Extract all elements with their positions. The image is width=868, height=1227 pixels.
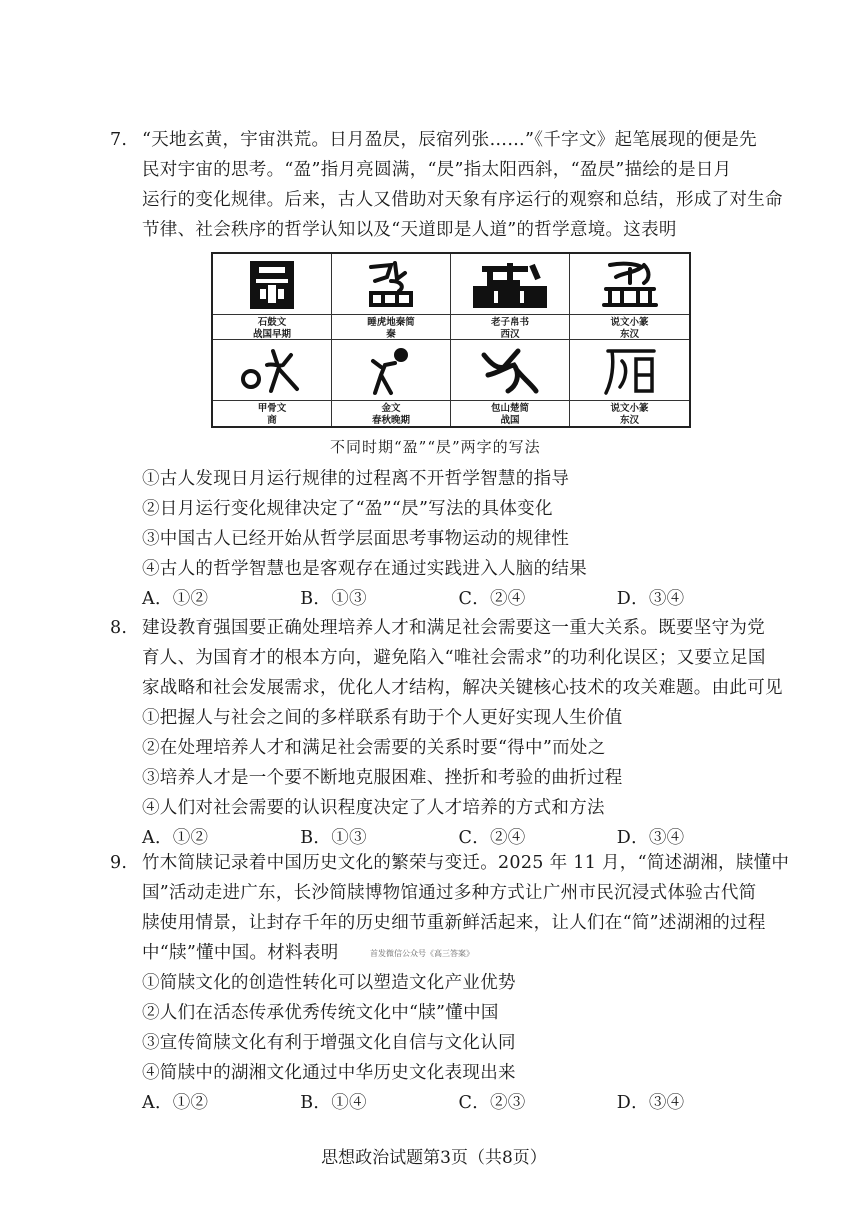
ying-qinjian-glyph bbox=[332, 256, 450, 314]
answer-choices bbox=[110, 1088, 775, 1118]
ying-xiaozhuan-glyph bbox=[570, 256, 689, 314]
glyph-label: 老子帛书 bbox=[490, 317, 529, 328]
question-stem-line: 竹木简牍记录着中国历史文化的繁荣与变迁。2025 年 11 月，“简述湖湘，牍懂中 bbox=[142, 853, 790, 873]
question-number: 9. bbox=[110, 853, 128, 873]
choice-b: B．①④ bbox=[300, 1093, 367, 1113]
figure-cell bbox=[570, 254, 689, 340]
question-stem-line: “天地玄黄，宇宙洪荒。日月盈昃，辰宿列张……”《千字文》起笔展现的便是先 bbox=[142, 130, 757, 150]
question-stem-line: 运行的变化规律。后来，古人又借助对天象有序运行的观察和总结，形成了对生命 bbox=[142, 190, 783, 210]
question-number: 8. bbox=[110, 618, 128, 638]
choice-d: D．③④ bbox=[616, 589, 685, 609]
glyph-figure-table bbox=[211, 252, 691, 428]
question-number: 7. bbox=[110, 130, 128, 150]
option-statement: ③培养人才是一个要不断地克服困难、挫折和考验的曲折过程 bbox=[142, 768, 623, 788]
option-statement: ③宣传简牍文化有利于增强文化自信与文化认同 bbox=[142, 1033, 516, 1053]
option-statement: ①把握人与社会之间的多样联系有助于个人更好实现人生价值 bbox=[142, 708, 623, 728]
choice-a: A．①② bbox=[142, 589, 209, 609]
ze-chujian-glyph bbox=[451, 342, 569, 400]
choice-d: D．③④ bbox=[616, 1093, 685, 1113]
option-statement: ①简牍文化的创造性转化可以塑造文化产业优势 bbox=[142, 973, 516, 993]
answer-choices bbox=[110, 584, 775, 614]
figure-cell bbox=[332, 254, 451, 340]
glyph-label: 睡虎地秦简 bbox=[367, 317, 415, 328]
ze-jiaguwen-glyph bbox=[213, 342, 331, 400]
question-7 bbox=[110, 125, 783, 245]
glyph-period: 春秋晚期 bbox=[371, 415, 410, 426]
choice-b: B．①③ bbox=[300, 828, 367, 848]
ying-shigu-glyph bbox=[213, 256, 331, 314]
question-stem-line: 育人、为国育才的根本方向，避免陷入“唯社会需求”的功利化误区；又要立足国 bbox=[142, 648, 766, 668]
choice-c: C．②④ bbox=[458, 589, 526, 609]
question-stem-line: 家战略和社会发展需求，优化人才结构，解决关键核心技术的攻关难题。由此可见 bbox=[142, 678, 783, 698]
ying-boshu-glyph bbox=[451, 256, 569, 314]
question-stem-line: 节律、社会秩序的哲学认知以及“天道即是人道”的哲学意境。这表明 bbox=[142, 220, 677, 240]
glyph-period: 战国 bbox=[500, 415, 520, 426]
question-stem-line: 国”活动走进广东，长沙简牍博物馆通过多种方式让广州市民沉浸式体验古代简 bbox=[142, 883, 757, 903]
choice-b: B．①③ bbox=[300, 589, 367, 609]
question-8 bbox=[110, 613, 783, 853]
option-statement: ②人们在活态传承优秀传统文化中“牍”懂中国 bbox=[142, 1003, 499, 1023]
question-7-options bbox=[110, 464, 775, 614]
glyph-label: 说文小篆 bbox=[610, 317, 649, 328]
choice-a: A．①② bbox=[142, 828, 209, 848]
question-stem-line: 民对宇宙的思考。“盈”指月亮圆满，“昃”指太阳西斜，“盈昃”描绘的是日月 bbox=[142, 160, 732, 180]
glyph-period: 商 bbox=[267, 415, 277, 426]
glyph-label: 石鼓文 bbox=[257, 317, 287, 328]
figure-cell bbox=[451, 340, 570, 426]
page-footer: 思想政治试题第3页（共8页） bbox=[321, 1148, 547, 1168]
figure-cell bbox=[213, 340, 332, 426]
glyph-label: 包山楚简 bbox=[490, 403, 529, 414]
choice-d: D．③④ bbox=[616, 828, 685, 848]
figure-cell bbox=[570, 340, 689, 426]
choice-c: C．②④ bbox=[458, 828, 526, 848]
figure-cell bbox=[332, 340, 451, 426]
question-stem-line: 牍使用情景，让封存千年的历史细节重新鲜活起来，让人们在“简”述湖湘的过程 bbox=[142, 913, 766, 933]
option-statement: ④简牍中的湖湘文化通过中华历史文化表现出来 bbox=[142, 1063, 516, 1083]
option-statement: ②在处理培养人才和满足社会需要的关系时要“得中”而处之 bbox=[142, 738, 606, 758]
figure-cell bbox=[213, 254, 332, 340]
glyph-label: 说文小篆 bbox=[610, 403, 649, 414]
glyph-period: 东汉 bbox=[619, 329, 639, 340]
option-statement: ③中国古人已经开始从哲学层面思考事物运动的规律性 bbox=[142, 529, 570, 549]
option-statement: ④人们对社会需要的认识程度决定了人才培养的方式和方法 bbox=[142, 798, 605, 818]
figure-cell bbox=[451, 254, 570, 340]
question-stem-line: 建设教育强国要正确处理培养人才和满足社会需要这一重大关系。既要坚守为党 bbox=[142, 618, 765, 638]
ze-xiaozhuan-glyph bbox=[570, 342, 689, 400]
figure-caption: 不同时期“盈”“昃”两字的写法 bbox=[330, 438, 541, 456]
choice-a: A．①② bbox=[142, 1093, 209, 1113]
glyph-label: 甲骨文 bbox=[257, 403, 287, 414]
choice-c: C．②③ bbox=[458, 1093, 526, 1113]
watermark-text: 首发微信公众号《高三答案》 bbox=[370, 949, 474, 958]
question-9 bbox=[110, 848, 790, 1118]
glyph-period: 战国早期 bbox=[252, 329, 291, 340]
glyph-label: 金文 bbox=[381, 403, 401, 414]
option-statement: ②日月运行变化规律决定了“盈”“昃”写法的具体变化 bbox=[142, 499, 553, 519]
glyph-period: 秦 bbox=[386, 329, 396, 340]
glyph-period: 西汉 bbox=[500, 329, 520, 340]
glyph-period: 东汉 bbox=[619, 415, 639, 426]
ze-jinwen-glyph bbox=[332, 342, 450, 400]
option-statement: ①古人发现日月运行规律的过程离不开哲学智慧的指导 bbox=[142, 469, 570, 489]
question-stem-line: 中“牍”懂中国。材料表明 bbox=[142, 943, 339, 963]
option-statement: ④古人的哲学智慧也是客观存在通过实践进入人脑的结果 bbox=[142, 559, 587, 579]
